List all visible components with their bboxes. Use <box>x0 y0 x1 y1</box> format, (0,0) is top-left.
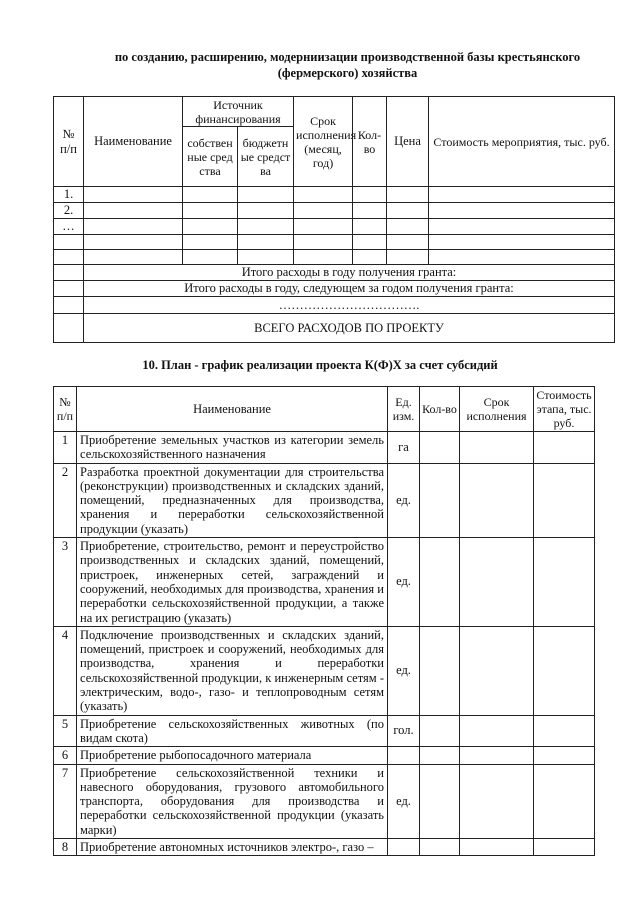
summary-year-grant: Итого расходы в году получения гранта: <box>84 265 615 281</box>
row-unit: гол. <box>388 715 420 747</box>
summary-row <box>54 297 615 314</box>
header-source: Источник финансирования <box>183 97 294 127</box>
table-row <box>54 235 615 250</box>
row-name: Приобретение сельскохозяйственной техники и навесного оборудования, грузового автомобильного транспорта, оборудования для производства и переработки сельскохозяйственной продукции (указать марки) <box>77 764 388 838</box>
header-unit: Ед. изм. <box>388 387 420 432</box>
row-number: 6 <box>54 747 77 764</box>
header-name: Наименование <box>77 387 388 432</box>
summary-total: ВСЕГО РАСХОДОВ ПО ПРОЕКТУ <box>84 314 615 343</box>
table-row <box>54 187 615 203</box>
row-unit: га <box>388 432 420 464</box>
table-row <box>54 747 595 764</box>
header-own: собственные средства <box>183 127 238 187</box>
header-qty: Кол-во <box>420 387 460 432</box>
table-row <box>54 250 615 265</box>
summary-year-after: Итого расходы в году, следующем за годом получения гранта: <box>84 281 615 297</box>
header-num: № п/п <box>54 97 84 187</box>
plan-table <box>53 386 595 856</box>
row-unit: ед. <box>388 764 420 838</box>
header-cost: Стоимость мероприятия, тыс. руб. <box>429 97 615 187</box>
table-row <box>54 203 615 219</box>
summary-row <box>54 281 615 297</box>
summary-dots: ……………………………. <box>84 297 615 314</box>
header-name: Наименование <box>84 97 183 187</box>
header-cost: Стоимость этапа, тыс. руб. <box>534 387 595 432</box>
row-unit <box>388 839 420 856</box>
table-row <box>54 463 595 537</box>
section-heading <box>60 49 635 81</box>
header-term: Срок исполнения <box>460 387 534 432</box>
row-name: Приобретение автономных источников электро-, газо – <box>77 839 388 856</box>
row-unit <box>388 747 420 764</box>
table-row <box>54 538 595 627</box>
row-unit: ед. <box>388 538 420 627</box>
header-qty: Кол-во <box>353 97 387 187</box>
table-row <box>54 839 595 856</box>
row-unit: ед. <box>388 463 420 537</box>
table-row <box>54 764 595 838</box>
heading-line-2: (фермерского) хозяйства <box>277 66 418 80</box>
row-number: 1 <box>54 432 77 464</box>
row-number: 8 <box>54 839 77 856</box>
table-row <box>54 715 595 747</box>
header-budget: бюджетные средства <box>238 127 294 187</box>
summary-row <box>54 314 615 343</box>
row-name: Подключение производственных и складских зданий, помещений, пристроек и сооружений, необходимых для производства, хранения и переработки сельскохозяйственной продукции, к инженерным сетям - электрическим, водо-, газо- и теплопроводным сетям (указать) <box>77 626 388 715</box>
row-number: 4 <box>54 626 77 715</box>
row-number: 2 <box>54 463 77 537</box>
header-num: № п/п <box>54 387 77 432</box>
header-term: Срок исполнения (месяц, год) <box>294 97 353 187</box>
summary-row <box>54 265 615 281</box>
heading-line-1: по созданию, расширению, модерниизации производственной базы крестьянского <box>114 50 581 64</box>
table-row <box>54 626 595 715</box>
row-number: 5 <box>54 715 77 747</box>
expenses-table <box>53 96 615 343</box>
row-name: Приобретение, строительство, ремонт и переустройство производственных и складских зданий, помещений, пристроек, инженерных сетей, заграждений и сооружений, необходимых для производства, хранения и переработки сельскохозяйственной продукции, а также на их регистрацию (указать) <box>77 538 388 627</box>
row-name: Разработка проектной документации для строительства (реконструкции) производственных и складских зданий, помещений, предназначенных для производства, хранения и переработки сельскохозяйственной продукции (указать) <box>77 463 388 537</box>
row-name: Приобретение сельскохозяйственных животных (по видам скота) <box>77 715 388 747</box>
row-number: 1. <box>54 187 84 203</box>
table-row <box>54 432 595 464</box>
row-name: Приобретение земельных участков из категории земель сельскохозяйственного назначения <box>77 432 388 464</box>
header-price: Цена <box>387 97 429 187</box>
plan-heading: 10. План - график реализации проекта К(Ф)Х за счет субсидий <box>142 358 498 372</box>
row-name: Приобретение рыбопосадочного материала <box>77 747 388 764</box>
row-number: … <box>54 219 84 235</box>
table-row <box>54 219 615 235</box>
row-number: 7 <box>54 764 77 838</box>
row-number: 3 <box>54 538 77 627</box>
row-number: 2. <box>54 203 84 219</box>
row-unit: ед. <box>388 626 420 715</box>
